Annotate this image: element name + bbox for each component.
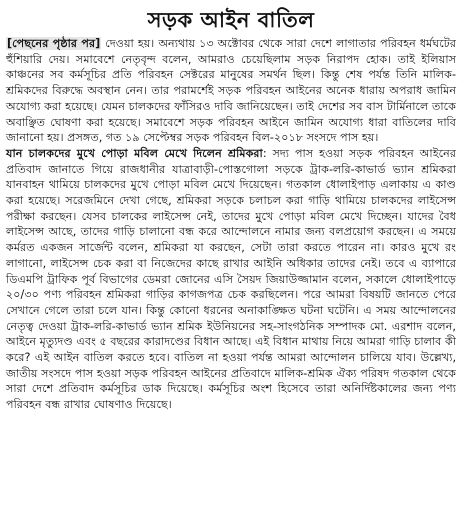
article-paragraph-2 [6, 146, 456, 413]
article-paragraph-1 [6, 36, 456, 146]
paragraph-2-text: : সদ্য পাস হওয়া সড়ক পরিবহন আইনের প্রতিবাদ জানাতে গিয়ে রাজধানীর যাত্রাবাড়ী-পোস্তগোলা সড়কে ট্রাক-লরি-কাভার্ড ভ্যান শ্রমিকরা যানবাহন থামিয়ে চালকদের মুখে পোড়া মবিল মেখে দিয়েছেন। গতকাল ধোলাইপাড় এলাকায় এ কাণ্ড করা হয়েছে। সরেজমিনে দেখা গেছে, শ্রমিকরা সড়কে চলাচল করা গাড়ি থামিয়ে চালকদের লাইসেন্স পরীক্ষা করছেন। যেসব চালকের লাইসেন্স নেই, তাদের মুখে পোড়া মবিল মেখে দিচ্ছেন। যাদের বৈধ লাইসেন্স আছে, তাদের গাড়ি চালানো বন্ধ করে আন্দোলনে নামার জন্য বলপ্রয়োগ করছেন। এ সময়ে কর্মরত একজন সার্জেন্ট বলেন, শ্রমিকরা যা করছেন, সেটা তারা করতে পারেন না। কারও মুখে রং লাগানো, লাইসেন্স চেক করা বা নিজেদের কাছে রাখার আইনি অধিকার তাদের নেই। তবে এ ব্যাপারে ডিএমপি ট্রাফিক পূর্ব বিভাগের ডেমরা জোনের এসি সৈয়দ জিয়াউজ্জামান বলেন, সকালে ধোলাইপাড়ে ২০/৩০ পণ্য পরিবহন শ্রমিকরা গাড়ির কাগজপত্র চেক করছিলেন। পরে আমরা বিষয়টি জানতে পেরে সেখানে গেলে তারা চলে যান। কিন্তু কোনো ধরনের অনাকাঙ্ক্ষিত ঘটনা ঘটেনি। এ সময় আন্দোলনের নেতৃত্ব দেওয়া ট্রাক-লরি-কাভার্ড ভ্যান শ্রমিক ইউনিয়নের সহ-সাংগঠনিক সম্পাদক মো. এরশাদ বলেন, আইনে মৃত্যুদণ্ড এবং ৫ বছরের কারাদণ্ডের বিধান আছে। এই বিধান মাথায় নিয়ে আমরা গাড়ি চালাব কী করে? এই আইন বাতিল করতে হবে। বাতিল না হওয়া পর্যন্ত আমরা আন্দোলন চালিয়ে যাব। উল্লেখ্য, জাতীয় সংসদে পাস হওয়া সড়ক পরিবহন আইনের প্রতিবাদে মালিক-শ্রমিক ঐক্য পরিষদ গতকাল থেকে সারা দেশে প্রতিবাদ কর্মসূচির ডাক দিয়েছে। কর্মসূচির অংশ হিসেবে তারা অনির্দিষ্টকালের জন্য পণ্য পরিবহন বন্ধ রাখার ঘোষণাও দিয়েছে। [6, 146, 456, 412]
continued-from-label: [পেছনের পৃষ্ঠার পর] [7, 37, 101, 50]
article-headline: সড়ক আইন বাতিল [147, 8, 315, 32]
paragraph-1-text: দেওয়া হয়। অন্যথায় ১৩ অক্টোবর থেকে সারা দেশে লাগাতার পরিবহন ধর্মঘটের হুঁশিয়ারি দেয়। সমাবেশে নেতৃবৃন্দ বলেন, আমরাও চেয়েছিলাম সড়ক নিরাপদ হোক। তাই ইলিয়াস কাঞ্চনের সব কর্মসূচির প্রতি পরিবহন সেক্টরের মানুষের সমর্থন ছিল। কিন্তু শেষ পর্যন্ত তিনি মালিক-শ্রমিকদের বিরুদ্ধে অবস্থান নেন। তার পরামর্শেই সড়ক পরিবহন আইনের অনেক ধারায় অপরাধ জামিন অযোগ্য করা হয়েছে। যেমন চালকদের ফাঁসিরও দাবি জানিয়েছেন। তাই দেশের সব বাস টার্মিনালে তাকে অবাঞ্ছিত ঘোষণা করা হয়েছে। সমাবেশে সড়ক পরিবহন আইনে জামিন অযোগ্য ধারা বাতিলের দাবি জানানো হয়। প্রসঙ্গত, গত ১৯ সেপ্টেম্বর সড়ক পরিবহন বিল-২০১৮ সংসদে পাস হয়। [6, 37, 456, 145]
section-subheading: যান চালকদের মুখে পোড়া মবিল মেখে দিলেন শ্রমিকরা [6, 146, 263, 160]
